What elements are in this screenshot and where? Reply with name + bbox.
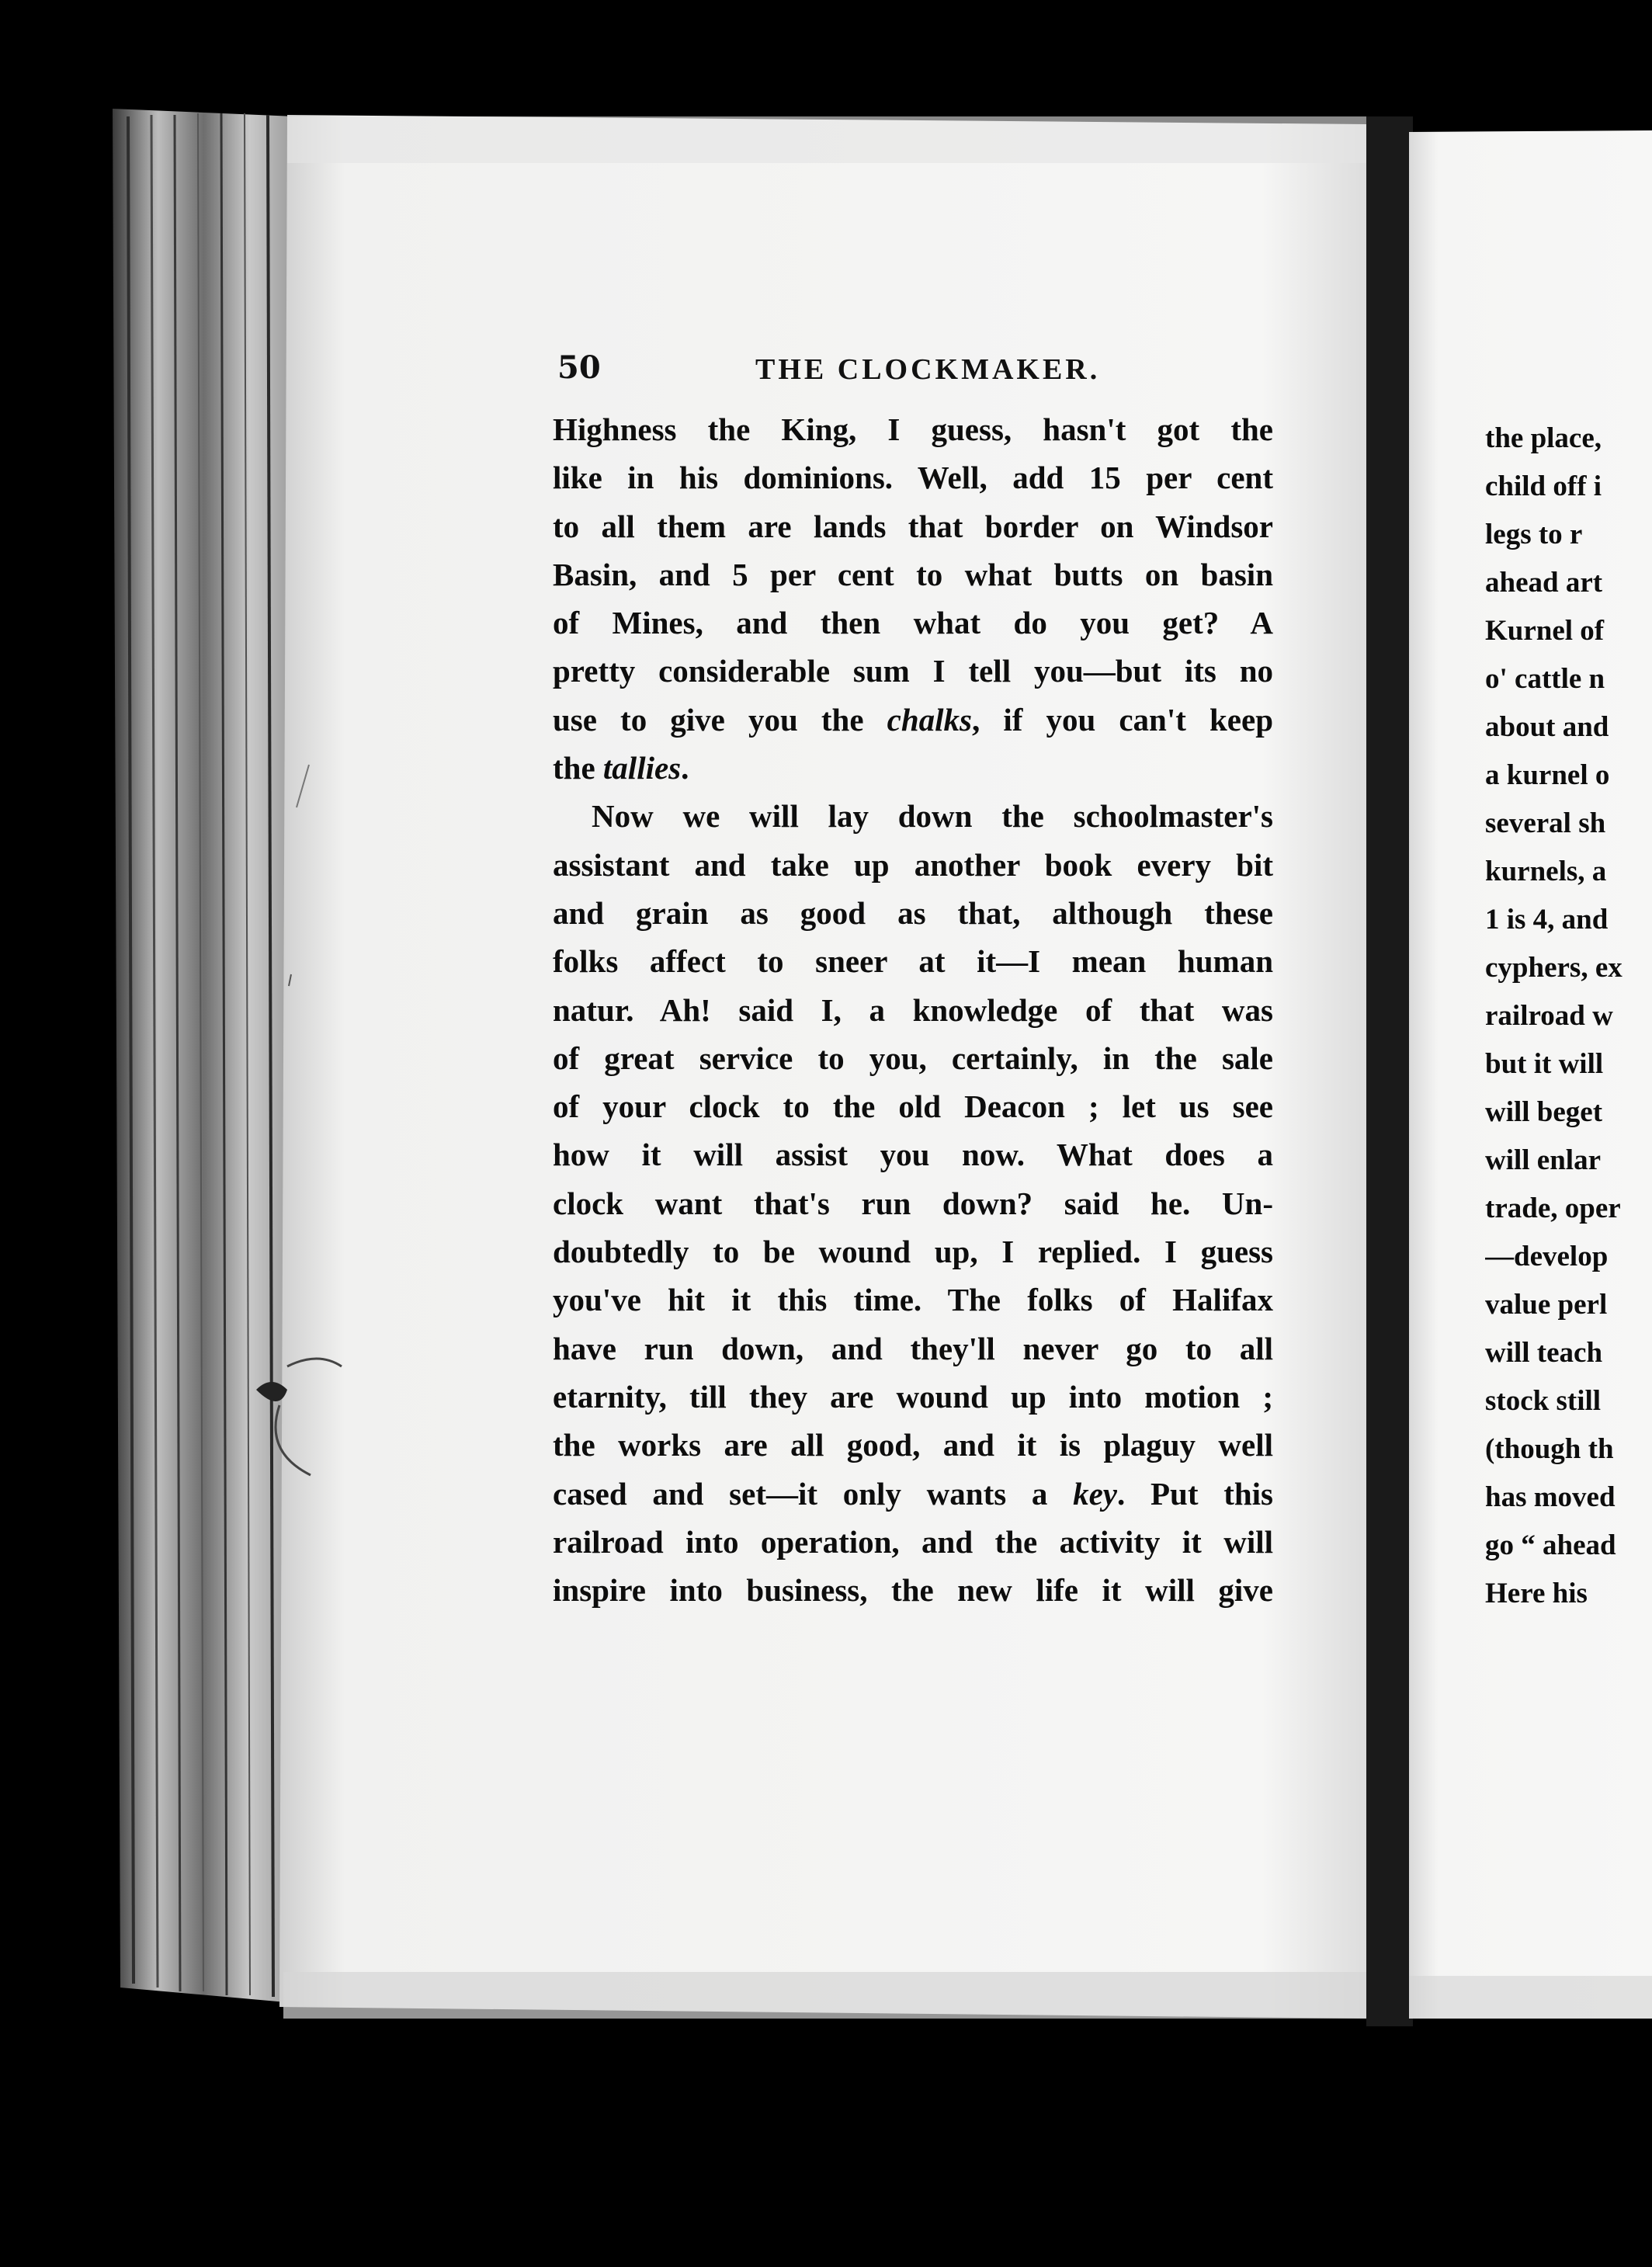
left-page-body bbox=[553, 405, 1273, 1614]
text-line: folks affect to sneer at it—I mean human bbox=[553, 943, 1273, 980]
right-page-line: a kurnel o bbox=[1485, 759, 1610, 791]
right-page-line: about and bbox=[1485, 711, 1609, 743]
right-page-line: 1 is 4, and bbox=[1485, 904, 1609, 936]
right-page-line: value perl bbox=[1485, 1289, 1608, 1321]
book-gutter bbox=[1366, 116, 1413, 2026]
right-page-line: go “ ahead bbox=[1485, 1529, 1616, 1561]
running-title: THE CLOCKMAKER. bbox=[755, 353, 1101, 386]
right-page-line: —develop bbox=[1485, 1241, 1609, 1272]
right-page-line: will teach bbox=[1485, 1337, 1603, 1369]
text-line: of Mines, and then what do you get? A bbox=[553, 605, 1273, 641]
text-line: pretty considerable sum I tell you—but its no bbox=[553, 653, 1273, 689]
text-line: have run down, and they'll never go to all bbox=[553, 1330, 1273, 1366]
text-line: assistant and take up another book every bit bbox=[553, 846, 1273, 883]
right-page-line: will enlar bbox=[1485, 1144, 1602, 1176]
page-number: 50 bbox=[557, 349, 601, 386]
text-line: to all them are lands that border on Windsor bbox=[553, 508, 1273, 544]
text-line: you've hit it this time. The folks of Halifax bbox=[553, 1282, 1273, 1318]
right-page-line: stock still bbox=[1485, 1385, 1602, 1417]
italic-word: tallies bbox=[602, 750, 682, 786]
text-line: doubtedly to be wound up, I replied. I guess bbox=[553, 1234, 1273, 1270]
right-page-line: o' cattle n bbox=[1485, 663, 1605, 695]
text-line: Now we will lay down the schoolmaster's bbox=[592, 798, 1273, 835]
right-page-line: ahead art bbox=[1485, 567, 1603, 599]
right-page-line: the place, bbox=[1485, 422, 1602, 454]
text-line: of your clock to the old Deacon ; let us see bbox=[553, 1088, 1273, 1125]
text-line: Basin, and 5 per cent to what butts on basin bbox=[553, 556, 1273, 592]
right-page-line: Here his bbox=[1485, 1578, 1588, 1609]
right-page-line: child off i bbox=[1485, 470, 1602, 502]
text-line: etarnity, till they are wound up into motion ; bbox=[553, 1378, 1273, 1415]
text-line: how it will assist you now. What does a bbox=[553, 1137, 1273, 1173]
right-page-line: but it will bbox=[1485, 1048, 1604, 1080]
text-line-italic: cased and set—it only wants a key. Put this bbox=[553, 1475, 1273, 1512]
text-line: railroad into operation, and the activity it will bbox=[553, 1523, 1273, 1560]
right-page-line: has moved bbox=[1485, 1481, 1616, 1513]
italic-word: chalks bbox=[887, 701, 972, 738]
right-page-line: legs to r bbox=[1485, 519, 1583, 550]
text-line: like in his dominions. Well, add 15 per cent bbox=[553, 460, 1273, 496]
page-header bbox=[557, 346, 1272, 393]
right-page-line: cyphers, ex bbox=[1485, 952, 1622, 984]
text-line: clock want that's run down? said he. Un- bbox=[553, 1185, 1273, 1221]
right-page-line: (though th bbox=[1485, 1433, 1614, 1465]
right-page-body bbox=[1485, 415, 1652, 1618]
text-line: and grain as good as that, although these bbox=[553, 894, 1273, 931]
right-page-line: kurnels, a bbox=[1485, 856, 1607, 887]
text-line: of great service to you, certainly, in the sale bbox=[553, 1040, 1273, 1076]
right-page-line: Kurnel of bbox=[1485, 615, 1605, 647]
page-stack-edges bbox=[113, 109, 295, 2003]
text-line: inspire into business, the new life it will give bbox=[553, 1572, 1273, 1609]
text-line: natur. Ah! said I, a knowledge of that was bbox=[553, 991, 1273, 1028]
right-page-line: will beget bbox=[1485, 1096, 1603, 1128]
text-line: the works are all good, and it is plaguy well bbox=[553, 1427, 1273, 1463]
text-line: Highness the King, I guess, hasn't got the bbox=[553, 411, 1273, 447]
italic-word: key bbox=[1073, 1475, 1118, 1512]
right-page-line: trade, oper bbox=[1485, 1193, 1621, 1224]
text-line-italic: the tallies. bbox=[553, 750, 689, 786]
text-line-italic: use to give you the chalks, if you can't keep bbox=[553, 701, 1273, 738]
right-page-line: railroad w bbox=[1485, 1000, 1613, 1032]
right-page-line: several sh bbox=[1485, 807, 1606, 839]
